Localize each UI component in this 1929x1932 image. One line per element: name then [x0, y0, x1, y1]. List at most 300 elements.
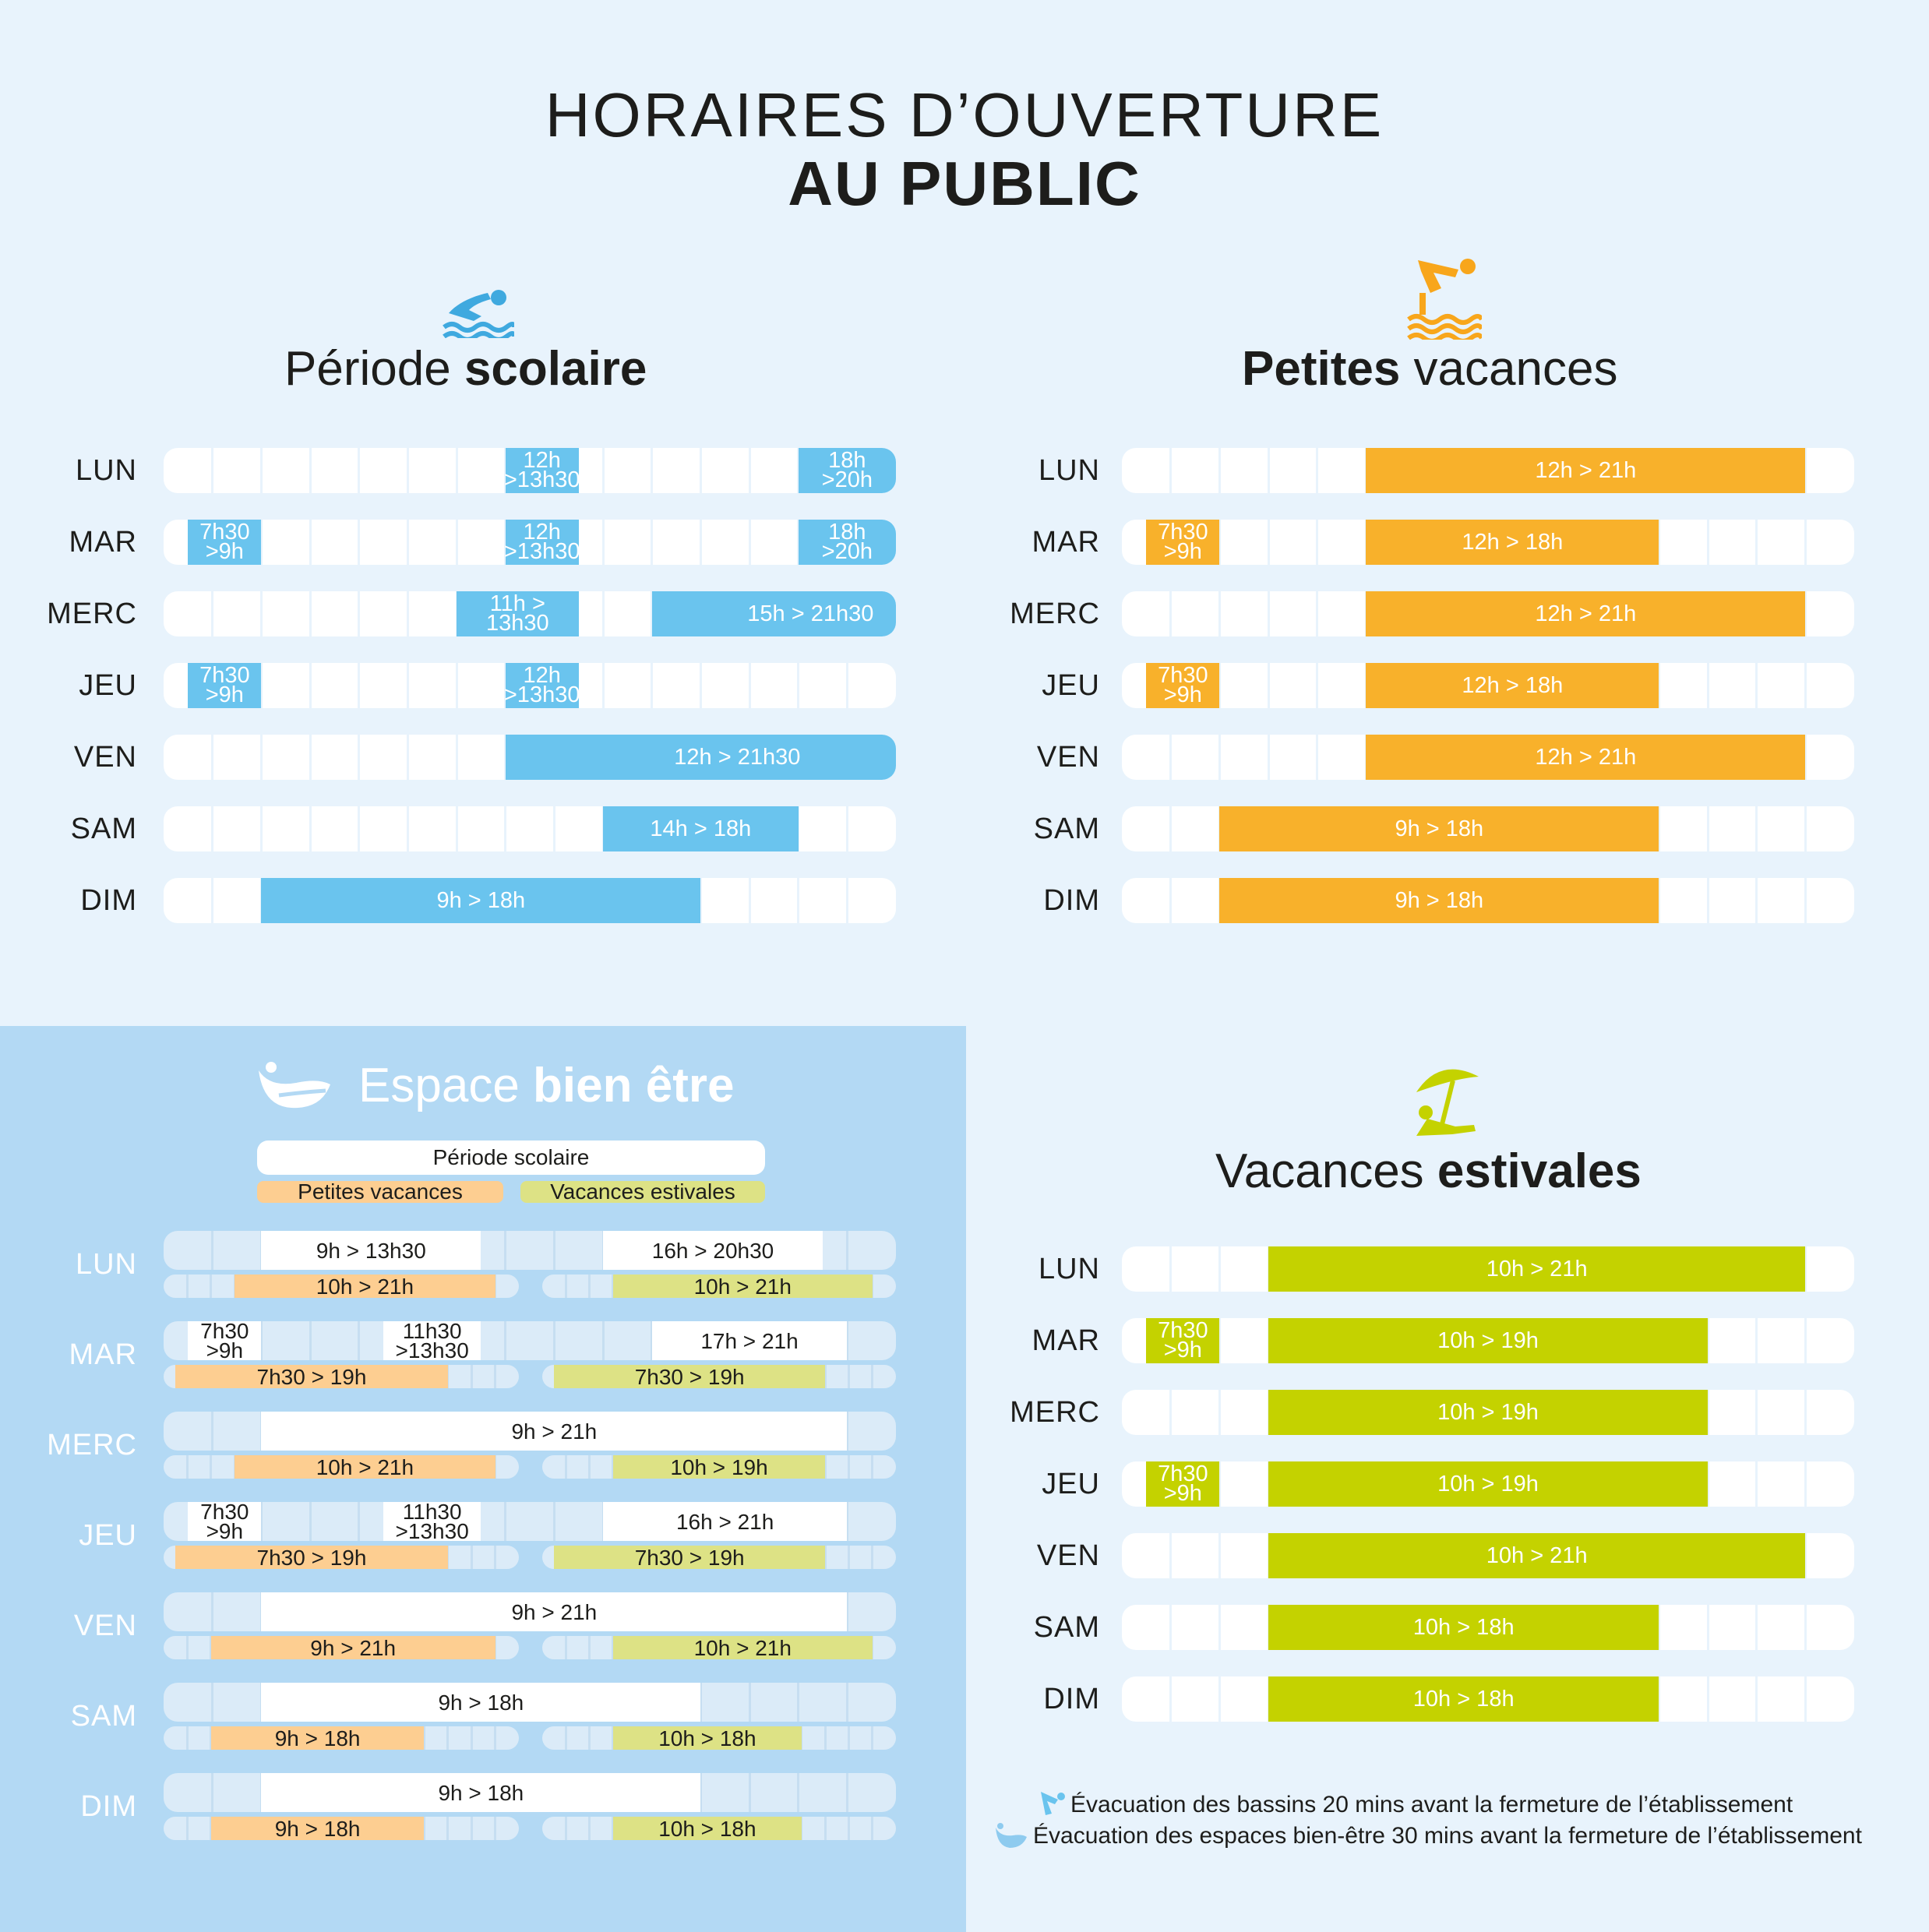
wellness_scolaire-slot: 9h > 21h [261, 1412, 847, 1451]
grid-tick [211, 806, 213, 851]
grid-tick [553, 806, 555, 851]
grid-tick [471, 1546, 473, 1569]
petites-slot: 9h > 18h [1219, 806, 1659, 851]
wellness_scolaire-slot: 9h > 18h [261, 1773, 700, 1812]
day-label-merc: MERC [1010, 598, 1100, 630]
estivales-track-dim [1122, 1676, 1854, 1722]
estivales-slot: 10h > 18h [1268, 1605, 1659, 1650]
day-label-sam: SAM [70, 1700, 137, 1733]
petites-track-merc [1122, 591, 1854, 636]
grid-tick [1169, 1246, 1172, 1292]
grid-tick [602, 520, 605, 565]
wellness_scolaire-slot: 17h > 21h [652, 1321, 848, 1360]
day-label-jeu: JEU [79, 669, 137, 702]
grid-tick [358, 448, 360, 493]
scolaire-track-sam [164, 806, 896, 851]
day-label-dim: DIM [80, 1790, 137, 1823]
grid-tick [848, 1455, 850, 1479]
note-diver-icon [1038, 1790, 1069, 1821]
grid-tick [358, 1502, 360, 1541]
grid-tick [588, 1274, 591, 1298]
day-label-merc: MERC [47, 1429, 137, 1461]
grid-tick [186, 1455, 189, 1479]
estivales-track-mar [1122, 1318, 1854, 1363]
grid-tick [651, 520, 653, 565]
grid-tick [700, 448, 702, 493]
legend-petites: Petites vacances [257, 1181, 503, 1203]
estivales-track-ven [1122, 1533, 1854, 1578]
scolaire-track-dim [164, 878, 896, 923]
grid-tick [1218, 1676, 1221, 1722]
grid-tick [211, 735, 213, 780]
grid-tick [309, 1321, 312, 1360]
page-title-line1: HORAIRES D’OUVERTURE [545, 80, 1384, 150]
wellness_petites-slot: 7h30 > 19h [175, 1546, 448, 1569]
grid-tick [848, 1817, 850, 1840]
petites-slot: 12h > 21h [1366, 735, 1805, 780]
scolaire-slot: 12h >13h30 [503, 663, 580, 707]
grid-tick [309, 591, 312, 636]
grid-tick [749, 663, 751, 708]
grid-tick [471, 1817, 473, 1840]
grid-tick [1755, 1390, 1758, 1435]
grid-tick [1316, 735, 1318, 780]
note-wellness: Évacuation des espaces bien-être 30 mins avant la fermeture de l’établissement [1033, 1823, 1862, 1849]
estivales-track-jeu [1122, 1461, 1854, 1507]
wellness_estivales-slot: 10h > 18h [613, 1817, 802, 1840]
grid-tick [407, 448, 409, 493]
grid-tick [1169, 806, 1172, 851]
wellness_scolaire-slot: 11h30 >13h30 [383, 1321, 481, 1360]
scolaire-track-lun [164, 448, 896, 493]
diver-icon [1407, 254, 1482, 340]
grid-tick [186, 1817, 189, 1840]
wellness_scolaire-track-jeu [164, 1502, 896, 1541]
grid-tick [1218, 591, 1221, 636]
grid-tick [1218, 448, 1221, 493]
day-label-ven: VEN [73, 741, 137, 774]
day-label-merc: MERC [1010, 1396, 1100, 1429]
grid-tick [471, 1365, 473, 1388]
grid-tick [602, 591, 605, 636]
grid-tick [504, 1502, 506, 1541]
day-label-lun: LUN [75, 1248, 137, 1281]
grid-tick [797, 1773, 799, 1812]
day-label-ven: VEN [1036, 741, 1100, 774]
wellness_estivales-slot: 7h30 > 19h [554, 1546, 825, 1569]
grid-tick [309, 806, 312, 851]
grid-tick [602, 448, 605, 493]
section-title-wellness-bold: bien être [533, 1059, 735, 1112]
scolaire-slot: 12h >13h30 [503, 448, 580, 492]
grid-tick [260, 806, 263, 851]
grid-tick [1707, 663, 1709, 708]
scolaire-slot: 18h >20h [799, 448, 896, 493]
day-label-mar: MAR [69, 1338, 137, 1371]
wellness_scolaire-track-merc [164, 1412, 896, 1451]
grid-tick [260, 448, 263, 493]
grid-tick [1218, 735, 1221, 780]
grid-tick [471, 1726, 473, 1750]
wellness_estivales-slot: 10h > 19h [613, 1455, 825, 1479]
section-title-scolaire-regular: Période [284, 342, 464, 396]
grid-tick [456, 735, 458, 780]
section-title-estivales-regular: Vacances [1215, 1144, 1437, 1198]
grid-tick [358, 663, 360, 708]
grid-tick [824, 1726, 827, 1750]
scolaire-slot: 12h >13h30 [503, 520, 580, 564]
grid-tick [407, 735, 409, 780]
grid-tick [1804, 520, 1807, 565]
legend-scolaire: Période scolaire [257, 1141, 765, 1175]
grid-tick [1755, 806, 1758, 851]
grid-tick [1804, 1318, 1807, 1363]
petites-track-sam [1122, 806, 1854, 851]
section-title-estivales-bold: estivales [1437, 1144, 1642, 1198]
wellness_scolaire-slot: 16h > 21h [603, 1502, 847, 1541]
grid-tick [210, 1455, 212, 1479]
grid-tick [309, 663, 312, 708]
grid-tick [602, 1321, 605, 1360]
grid-tick [1169, 735, 1172, 780]
petites-slot: 7h30 >9h [1146, 520, 1219, 565]
day-label-sam: SAM [1033, 813, 1100, 845]
scolaire-track-ven [164, 735, 896, 780]
grid-tick [407, 520, 409, 565]
grid-tick [309, 1502, 312, 1541]
grid-tick [1804, 1461, 1807, 1507]
section-title-petites-regular: vacances [1400, 342, 1618, 396]
wellness_petites-slot: 10h > 21h [235, 1274, 495, 1298]
grid-tick [1316, 591, 1318, 636]
estivales-slot: 10h > 21h [1268, 1246, 1805, 1292]
grid-tick [1169, 1605, 1172, 1650]
grid-tick [749, 1773, 751, 1812]
grid-tick [797, 663, 799, 708]
grid-tick [846, 1683, 848, 1722]
grid-tick [871, 1726, 873, 1750]
swimmer-icon [443, 282, 514, 338]
day-label-sam: SAM [70, 813, 137, 845]
grid-tick [848, 1546, 850, 1569]
scolaire-track-jeu [164, 663, 896, 708]
grid-tick [358, 1321, 360, 1360]
grid-tick [1755, 1461, 1758, 1507]
day-label-sam: SAM [1033, 1611, 1100, 1644]
grid-tick [588, 1455, 591, 1479]
day-label-dim: DIM [80, 884, 137, 917]
day-label-lun: LUN [1038, 1253, 1100, 1285]
day-label-jeu: JEU [1042, 1468, 1100, 1500]
estivales-track-merc [1122, 1390, 1854, 1435]
legend-estivales: Vacances estivales [520, 1181, 765, 1203]
grid-tick [1316, 448, 1318, 493]
grid-tick [588, 1636, 591, 1659]
petites-slot: 9h > 18h [1219, 878, 1659, 923]
day-label-ven: VEN [1036, 1539, 1100, 1572]
grid-tick [210, 1274, 212, 1298]
wellness_scolaire-slot: 11h30 >13h30 [383, 1502, 481, 1541]
petites-track-mar [1122, 520, 1854, 565]
grid-tick [871, 1455, 873, 1479]
grid-tick [260, 735, 263, 780]
grid-tick [358, 591, 360, 636]
grid-tick [1316, 520, 1318, 565]
wellness_estivales-track-sam [542, 1726, 896, 1750]
grid-tick [565, 1726, 567, 1750]
grid-tick [1804, 1605, 1807, 1650]
wellness_estivales-slot: 10h > 21h [613, 1274, 873, 1298]
wellness_scolaire-slot: 7h30 >9h [188, 1502, 261, 1541]
wellness_petites-track-merc [164, 1455, 519, 1479]
grid-tick [565, 1817, 567, 1840]
scolaire-slot: 14h > 18h [603, 806, 799, 851]
wellness_scolaire-slot: 9h > 21h [261, 1592, 847, 1631]
grid-tick [700, 663, 702, 708]
wellness_scolaire-slot: 9h > 13h30 [261, 1231, 481, 1270]
grid-tick [211, 878, 213, 923]
grid-tick [211, 1412, 213, 1451]
grid-tick [602, 663, 605, 708]
grid-tick [309, 520, 312, 565]
grid-tick [309, 735, 312, 780]
estivales-slot: 7h30 >9h [1146, 1318, 1219, 1363]
estivales-track-sam [1122, 1605, 1854, 1650]
grid-tick [1169, 448, 1172, 493]
grid-tick [504, 1231, 506, 1270]
petites-slot: 12h > 21h [1366, 448, 1805, 493]
section-title-scolaire [284, 341, 647, 397]
grid-tick [846, 1231, 848, 1270]
day-label-lun: LUN [75, 454, 137, 487]
grid-tick [565, 1636, 567, 1659]
grid-tick [553, 1502, 555, 1541]
grid-tick [565, 1274, 567, 1298]
section-title-petites-bold: Petites [1242, 342, 1401, 396]
grid-tick [1707, 806, 1709, 851]
grid-tick [1268, 448, 1270, 493]
grid-tick [1707, 878, 1709, 923]
grid-tick [1218, 1390, 1221, 1435]
estivales-track-lun [1122, 1246, 1854, 1292]
grid-tick [186, 1726, 189, 1750]
scolaire-slot: 15h > 21h30 [652, 591, 896, 636]
petites-slot: 12h > 21h [1366, 591, 1805, 636]
grid-tick [358, 520, 360, 565]
grid-tick [1268, 520, 1270, 565]
day-label-jeu: JEU [79, 1519, 137, 1552]
grid-tick [749, 878, 751, 923]
wellness_scolaire-track-sam [164, 1683, 896, 1722]
wellness_petites-slot: 7h30 > 19h [175, 1365, 448, 1388]
grid-tick [504, 806, 506, 851]
petites-slot: 12h > 18h [1366, 520, 1659, 565]
grid-tick [588, 1817, 591, 1840]
grid-tick [494, 1817, 496, 1840]
grid-tick [1268, 591, 1270, 636]
grid-tick [446, 1726, 449, 1750]
day-label-mar: MAR [1032, 526, 1100, 559]
petites-track-ven [1122, 735, 1854, 780]
wellness_estivales-track-merc [542, 1455, 896, 1479]
grid-tick [1755, 878, 1758, 923]
grid-tick [848, 1365, 850, 1388]
grid-tick [186, 1274, 189, 1298]
grid-tick [824, 1817, 827, 1840]
grid-tick [1169, 1390, 1172, 1435]
grid-tick [871, 1817, 873, 1840]
grid-tick [1268, 663, 1270, 708]
wellness_petites-slot: 10h > 21h [235, 1455, 495, 1479]
grid-tick [211, 1773, 213, 1812]
grid-tick [749, 520, 751, 565]
wellness_petites-track-mar [164, 1365, 519, 1388]
day-label-mar: MAR [1032, 1324, 1100, 1357]
grid-tick [456, 520, 458, 565]
grid-tick [1169, 591, 1172, 636]
grid-tick [1268, 735, 1270, 780]
day-label-ven: VEN [73, 1609, 137, 1642]
scolaire-slot: 18h >20h [799, 520, 896, 565]
grid-tick [456, 448, 458, 493]
estivales-slot: 7h30 >9h [1146, 1461, 1219, 1507]
wellness_petites-track-sam [164, 1726, 519, 1750]
grid-tick [504, 1321, 506, 1360]
wellness_estivales-track-dim [542, 1817, 896, 1840]
grid-tick [846, 663, 848, 708]
grid-tick [1755, 1318, 1758, 1363]
grid-tick [848, 1726, 850, 1750]
wellness_estivales-track-jeu [542, 1546, 896, 1569]
grid-tick [651, 448, 653, 493]
grid-tick [309, 448, 312, 493]
grid-tick [1218, 1605, 1221, 1650]
wellness_scolaire-slot: 16h > 20h30 [603, 1231, 823, 1270]
petites-track-lun [1122, 448, 1854, 493]
grid-tick [1755, 520, 1758, 565]
grid-tick [211, 1231, 213, 1270]
petites-track-jeu [1122, 663, 1854, 708]
grid-tick [1755, 1676, 1758, 1722]
grid-tick [456, 663, 458, 708]
scolaire-slot: 11h > 13h30 [457, 591, 579, 636]
grid-tick [1707, 1676, 1709, 1722]
grid-tick [186, 1636, 189, 1659]
grid-tick [407, 806, 409, 851]
grid-tick [749, 448, 751, 493]
wellness_estivales-track-lun [542, 1274, 896, 1298]
grid-tick [1218, 1246, 1221, 1292]
grid-tick [260, 591, 263, 636]
grid-tick [1755, 1605, 1758, 1650]
grid-tick [749, 1683, 751, 1722]
grid-tick [797, 878, 799, 923]
scolaire-slot: 12h > 21h30 [506, 735, 896, 780]
wellness_petites-slot: 9h > 18h [211, 1817, 425, 1840]
scolaire-slot: 9h > 18h [261, 878, 700, 923]
grid-tick [211, 448, 213, 493]
scolaire-track-merc [164, 591, 896, 636]
grid-tick [1169, 1676, 1172, 1722]
grid-tick [797, 1683, 799, 1722]
grid-tick [494, 1726, 496, 1750]
grid-tick [871, 1365, 873, 1388]
estivales-slot: 10h > 21h [1268, 1533, 1805, 1578]
grid-tick [211, 591, 213, 636]
note-wellness-icon [994, 1823, 1028, 1849]
estivales-slot: 10h > 19h [1268, 1318, 1708, 1363]
grid-tick [871, 1546, 873, 1569]
wellness_estivales-track-mar [542, 1365, 896, 1388]
grid-tick [1755, 663, 1758, 708]
note-pools: Évacuation des bassins 20 mins avant la fermeture de l’établissement [1070, 1792, 1793, 1817]
wellness_scolaire-slot: 9h > 18h [261, 1683, 700, 1722]
grid-tick [1218, 1533, 1221, 1578]
grid-tick [494, 1365, 496, 1388]
wellness_scolaire-track-ven [164, 1592, 896, 1631]
wellness_petites-track-lun [164, 1274, 519, 1298]
grid-tick [651, 663, 653, 708]
petites-slot: 12h > 18h [1366, 663, 1659, 708]
grid-tick [565, 1455, 567, 1479]
grid-tick [1169, 1533, 1172, 1578]
grid-tick [553, 1321, 555, 1360]
grid-tick [494, 1546, 496, 1569]
petites-track-dim [1122, 878, 1854, 923]
grid-tick [553, 1231, 555, 1270]
grid-tick [211, 1683, 213, 1722]
estivales-slot: 10h > 18h [1268, 1676, 1659, 1722]
grid-tick [700, 520, 702, 565]
wellness_estivales-slot: 10h > 21h [613, 1636, 873, 1659]
grid-tick [846, 806, 848, 851]
scolaire-slot: 7h30 >9h [188, 520, 261, 565]
day-label-jeu: JEU [1042, 669, 1100, 702]
grid-tick [407, 663, 409, 708]
grid-tick [211, 1592, 213, 1631]
grid-tick [1707, 1605, 1709, 1650]
scolaire-slot: 7h30 >9h [188, 663, 261, 708]
petites-slot: 7h30 >9h [1146, 663, 1219, 708]
wellness_petites-track-ven [164, 1636, 519, 1659]
section-title-petites [1242, 341, 1617, 397]
grid-tick [358, 806, 360, 851]
grid-tick [1804, 1390, 1807, 1435]
wellness_scolaire-track-lun [164, 1231, 896, 1270]
grid-tick [588, 1726, 591, 1750]
grid-tick [456, 806, 458, 851]
day-label-dim: DIM [1043, 884, 1100, 917]
wellness_petites-slot: 9h > 21h [211, 1636, 495, 1659]
grid-tick [1707, 520, 1709, 565]
wellness_scolaire-track-dim [164, 1773, 896, 1812]
estivales-slot: 10h > 19h [1268, 1461, 1708, 1507]
scolaire-track-mar [164, 520, 896, 565]
day-label-mar: MAR [69, 526, 137, 559]
grid-tick [846, 1773, 848, 1812]
wellness_petites-slot: 9h > 18h [211, 1726, 425, 1750]
wellness_estivales-slot: 10h > 18h [613, 1726, 802, 1750]
grid-tick [1316, 663, 1318, 708]
day-label-merc: MERC [47, 598, 137, 630]
wellness-wave-icon [256, 1059, 333, 1111]
wellness_scolaire-slot: 7h30 >9h [188, 1321, 261, 1360]
grid-tick [846, 878, 848, 923]
day-label-lun: LUN [1038, 454, 1100, 487]
section-title-wellness [358, 1058, 734, 1113]
beach-umbrella-icon [1409, 1061, 1483, 1139]
wellness_petites-track-dim [164, 1817, 519, 1840]
